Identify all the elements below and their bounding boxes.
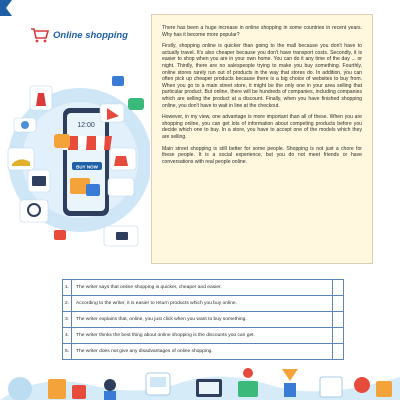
reading-passage bbox=[151, 14, 373, 264]
answer-box[interactable] bbox=[333, 312, 344, 328]
statement-text: According to the writer, it is easier to return products which you buy online. bbox=[72, 296, 333, 312]
table-row bbox=[63, 328, 344, 344]
task-table bbox=[62, 279, 344, 360]
online-shopping-illustration bbox=[0, 0, 150, 280]
phone-hidden-anchor bbox=[82, 150, 83, 151]
answer-box[interactable] bbox=[333, 296, 344, 312]
statement-text: The writer says that online shopping is quicker, cheaper and easier. bbox=[72, 280, 333, 296]
passage-paragraph: There has been a huge increase in online shopping in some countries in recent years. Why has it become more popular? bbox=[162, 25, 362, 38]
row-number: 2. bbox=[63, 296, 72, 312]
statement-text: The writer explains that, online, you just click when you want to buy something. bbox=[72, 312, 333, 328]
bottom-illustration bbox=[0, 355, 400, 400]
passage-paragraph: Firstly, shopping online is quicker than going to the mall because you don't have to actually travel. It's also cheaper because you don't have transport costs. Secondly, it is easier to shop when you are in your own home. You can do it any time of the day ... or night. Thirdly, there are no salespeople trying to make you buy something. Fourthly, online stores rarely run out of products in the way that stores do. In addition, you can often pick up cheaper products because there is a big choice of websites to buy from. When you go to a main street store, it might be the only one in your area selling that particular product. But online, there will be hundreds of companies, including companies which are selling the product at a discount. Finally, when you have finished shopping online, you don't have to wait in line at the checkout. bbox=[162, 43, 362, 109]
answer-box[interactable] bbox=[333, 328, 344, 344]
shopping-cart-icon bbox=[30, 27, 50, 43]
buy-now-label: BUY NOW bbox=[76, 164, 98, 170]
statement-text: The writer does not give any disadvantages of online shopping. bbox=[72, 344, 333, 360]
table-row bbox=[63, 280, 344, 296]
passage-paragraph: Main street shopping is still better for some people. Shopping is not just a chore for these people. It is a social experience, but you do not meet friends or have conversations with real people online. bbox=[162, 145, 362, 165]
phone-time: 12:00 bbox=[77, 122, 95, 129]
row-number: 1. bbox=[63, 280, 72, 296]
row-number: 4. bbox=[63, 328, 72, 344]
row-number: 5. bbox=[63, 344, 72, 360]
table-row bbox=[63, 296, 344, 312]
brand-title: Online shopping bbox=[53, 29, 128, 41]
passage-paragraph: However, in my view, one advantage is more important than all of these. When you are shopping online, you can get lots of information about competing products before you decide which one to buy. In a store, you have to accept one of the models which they are selling. bbox=[162, 114, 362, 140]
statement-text: The writer thinks the best thing about online shopping is the discounts you can get. bbox=[72, 328, 333, 344]
row-number: 3. bbox=[63, 312, 72, 328]
brand-logo bbox=[30, 27, 128, 43]
answer-box[interactable] bbox=[333, 280, 344, 296]
table-row bbox=[63, 312, 344, 328]
